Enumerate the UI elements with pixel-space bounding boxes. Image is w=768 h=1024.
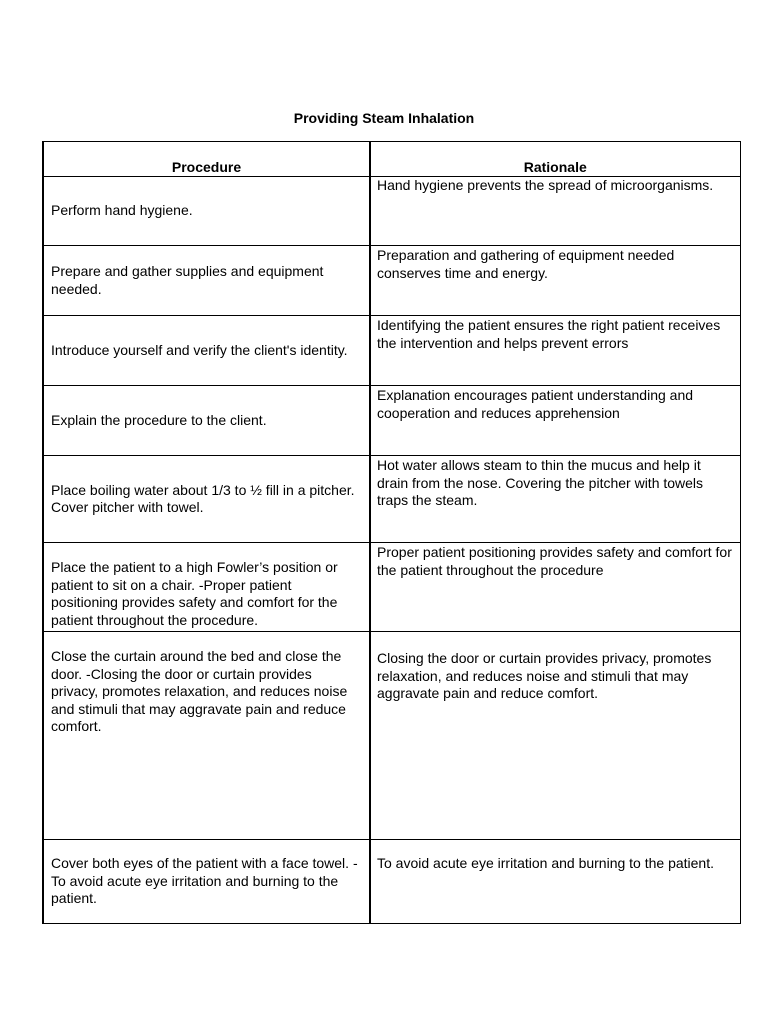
rationale-text: Proper patient positioning provides safety and comfort for the patient throughout the procedure (377, 544, 732, 578)
table-row (43, 632, 740, 840)
procedure-text: Place boiling water about 1/3 to ½ fill in a pitcher. Cover pitcher with towel. (51, 481, 355, 515)
procedure-text: Place the patient to a high Fowler’s position or patient to sit on a chair. -Proper patient positioning provides safety and comfort for the patient throughout the procedure. (51, 559, 338, 628)
rationale-text: Hot water allows steam to thin the mucus and help it drain from the nose. Covering the pitcher with towels traps the steam. (377, 457, 704, 508)
rationale-text: Closing the door or curtain provides privacy, promotes relaxation, and reduces noise and stimuli that may aggravate pain and reduce comfort. (377, 650, 712, 701)
procedure-cell (43, 840, 370, 924)
procedure-text: Cover both eyes of the patient with a face towel. -To avoid acute eye irritation and burning to the patient. (51, 855, 358, 906)
rationale-cell (370, 316, 740, 386)
table-row (43, 543, 740, 632)
procedure-cell (43, 386, 370, 456)
procedure-text: Introduce yourself and verify the client's identity. (51, 341, 348, 358)
rationale-cell (370, 246, 740, 316)
procedure-text: Close the curtain around the bed and close the door. -Closing the door or curtain provides privacy, promotes relaxation, and reduces noise and stimuli that may aggravate pain and reduce comfort. (51, 648, 348, 734)
procedure-column-header (43, 142, 370, 177)
rationale-text: Hand hygiene prevents the spread of microorganisms. (377, 177, 714, 193)
table-row (43, 456, 740, 543)
rationale-cell (370, 386, 740, 456)
rationale-cell (370, 543, 740, 632)
rationale-text: Explanation encourages patient understanding and cooperation and reduces apprehension (377, 387, 694, 421)
procedure-text: Explain the procedure to the client. (51, 411, 267, 428)
table-row (43, 246, 740, 316)
table-row (43, 386, 740, 456)
rationale-column-header (370, 142, 740, 177)
procedure-cell (43, 632, 370, 840)
procedure-cell (43, 543, 370, 632)
rationale-text: Identifying the patient ensures the right patient receives the intervention and helps prevent errors (377, 317, 721, 351)
rationale-text: Preparation and gathering of equipment needed conserves time and energy. (377, 247, 675, 281)
table-header-row (43, 142, 740, 177)
procedure-cell (43, 316, 370, 386)
rationale-cell (370, 632, 740, 840)
rationale-text: To avoid acute eye irritation and burning to the patient. (377, 855, 714, 871)
procedure-header-label: Procedure (171, 158, 242, 175)
table-row (43, 316, 740, 386)
rationale-cell (370, 177, 740, 246)
document-title: Providing Steam Inhalation (293, 110, 475, 126)
rationale-cell (370, 840, 740, 924)
table-row (43, 840, 740, 924)
procedure-cell (43, 177, 370, 246)
rationale-header-label: Rationale (523, 158, 587, 175)
rationale-cell (370, 456, 740, 543)
procedure-text: Perform hand hygiene. (51, 202, 193, 219)
procedure-cell (43, 246, 370, 316)
table-row (43, 177, 740, 246)
procedure-cell (43, 456, 370, 543)
procedure-text: Prepare and gather supplies and equipment needed. (51, 263, 324, 297)
procedure-table (42, 141, 741, 924)
